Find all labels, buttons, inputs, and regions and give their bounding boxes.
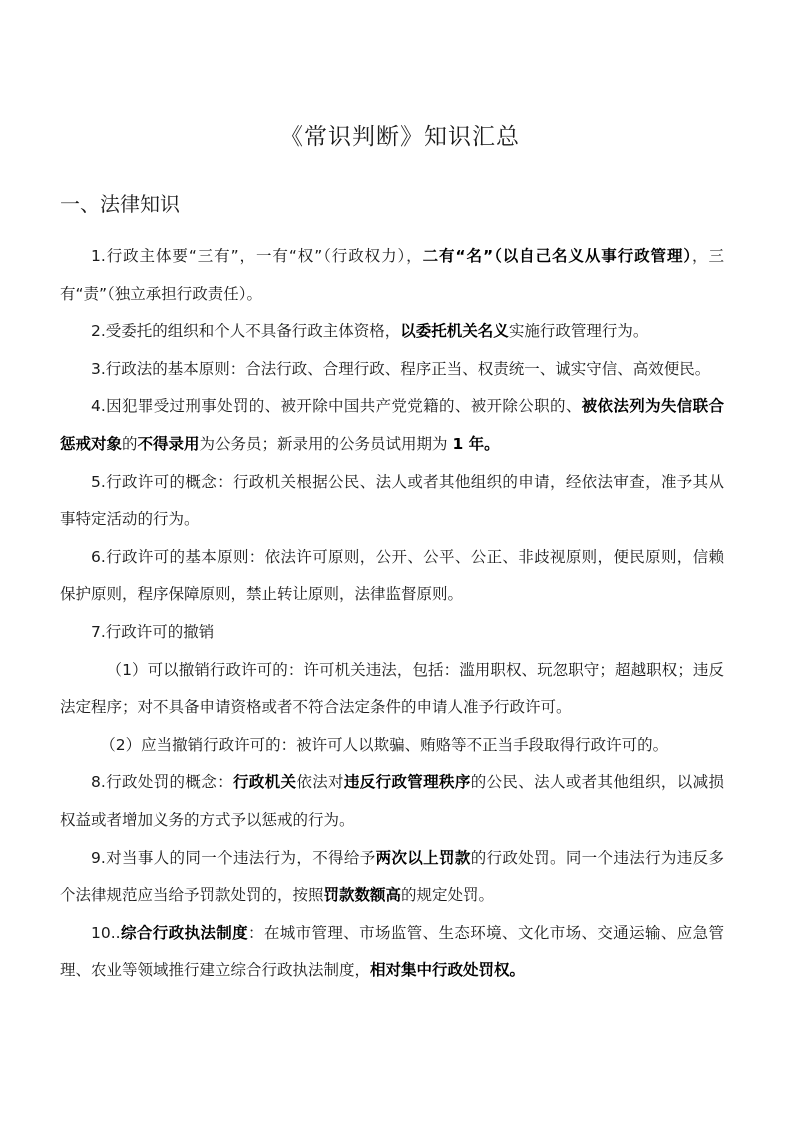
text-run: 1.行政主体要“三有”，一有“权”（行政权力）， (91, 247, 423, 265)
text-run: 的规定处罚。 (401, 886, 495, 905)
paragraph-7: 7.行政许可的撤销 (91, 622, 215, 641)
bold-text: 综合行政执法制度 (120, 923, 248, 942)
page-title: 《常识判断》知识汇总 (280, 124, 520, 150)
paragraph-9 (60, 840, 724, 915)
text-run: 10.. (91, 923, 121, 942)
bold-text: 相对集中行政处罚权。 (370, 961, 526, 980)
text-run: 为公务员；新录用的公务员试用期为 (199, 434, 453, 453)
text-run: 的 (122, 434, 138, 453)
text-run: ：在城市管理、市场监管、生态环境、文化市场、交通运输、应急管理、农业等领域推行建立综合行政执法制度， (60, 923, 724, 980)
document-body (60, 238, 724, 990)
text-run: ，三有“责”（独立承担行政责任）。 (60, 247, 724, 303)
bold-text: 不得录用 (137, 434, 200, 453)
bold-text: 二有“名”（以自己名义从事行政管理） (422, 247, 693, 265)
paragraph-7-1: （1）可以撤销行政许可的：许可机关违法，包括：滥用职权、玩忽职守；超越职权；违反法定程序；对不具备申请资格或者不符合法定条件的申请人准予行政许可。 (60, 660, 724, 717)
bold-text: 行政机关 (232, 773, 297, 792)
paragraph-6: 6.行政许可的基本原则：依法许可原则，公开、公平、公正、非歧视原则，便民原则，信赖保护原则，程序保障原则，禁止转让原则，法律监督原则。 (60, 547, 724, 604)
text-run: 的公民、法人或者其他组织，以减损权益或者增加义务的方式予以惩戒的行为。 (60, 773, 724, 829)
paragraph-5: 5.行政许可的概念：行政机关根据公民、法人或者其他组织的申请，经依法审查，准予其从事特定活动的行为。 (60, 472, 724, 529)
text-run: 2.受委托的组织和个人不具备行政主体资格， (91, 322, 401, 341)
bold-text: 两次以上罚款 (375, 848, 471, 867)
bold-text: 1 年。 (452, 434, 500, 453)
bold-text: 罚款数额高 (323, 886, 402, 905)
paragraph-8 (60, 764, 724, 839)
text-run: 8.行政处罚的概念： (91, 773, 233, 792)
bold-text: 被依法列为失信联合惩戒对象 (60, 397, 724, 453)
paragraph-2 (60, 313, 724, 351)
text-run: 4.因犯罪受过刑事处罚的、被开除中国共产党党籍的、被开除公职的、 (91, 397, 582, 416)
paragraph-7-2: （2）应当撤销行政许可的：被许可人以欺骗、贿赂等不正当手段取得行政许可的。 (100, 735, 669, 754)
section-heading: 一、法律知识 (60, 192, 180, 216)
text-run: 的行政处罚。同一个违法行为违反多个法律规范应当给予罚款处罚的，按照 (60, 848, 724, 905)
paragraph-1 (60, 238, 724, 313)
text-run: 依法对 (296, 773, 344, 792)
paragraph-10 (60, 915, 724, 990)
bold-text: 以委托机关名义 (400, 322, 509, 341)
bold-text: 违反行政管理秩序 (343, 773, 471, 792)
paragraph-3: 3.行政法的基本原则：合法行政、合理行政、程序正当、权责统一、诚实守信、高效便民。 (91, 359, 711, 378)
text-run: 实施行政管理行为。 (508, 322, 649, 341)
text-run: 9.对当事人的同一个违法行为，不得给予 (91, 848, 376, 867)
paragraph-4 (60, 388, 724, 463)
